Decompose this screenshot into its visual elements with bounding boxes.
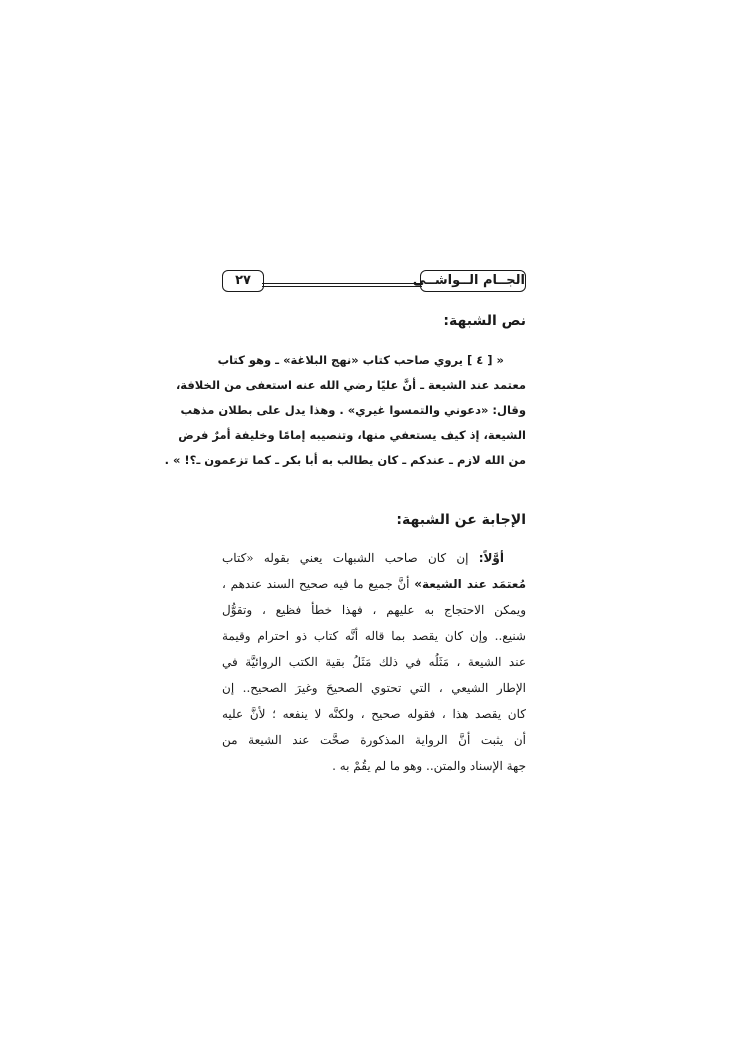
answer-line-1 <box>222 550 526 566</box>
answer-line-8: أن يثبت أنَّ الرواية المذكورة صحَّت عند الشيعة من <box>222 733 526 747</box>
answer-line-6: الإطار الشيعي ، التي تحتوي الصحيحَ وغيرَ الصحيح.. إن <box>222 681 526 695</box>
section-heading-doubt: نص الشبهة: <box>443 313 526 329</box>
answer-line-9: جهة الإسناد والمتن.. وهو ما لم يقُمْ به . <box>332 759 526 773</box>
answer-line-3: ويمكن الاحتجاج به عليهم ، فهذا خطأ فظيع ، وتقوُّل <box>222 603 526 617</box>
answer-line-2 <box>222 576 526 592</box>
section-heading-answer: الإجابة عن الشبهة: <box>396 512 526 528</box>
answer-firstly-label: أوَّلاً: <box>478 551 504 565</box>
doubt-line-5: من الله لازم ـ عندكم ـ كان يطالب به أبا بكر ـ كما تزعمون ـ؟! » . <box>164 453 526 467</box>
answer-line-5: عند الشيعة ، مَثَلُه في ذلك مَثَلُ بقية الكتب الروائيَّة في <box>222 655 526 669</box>
running-header <box>222 270 526 292</box>
header-rule <box>262 283 422 287</box>
answer-line-2-text: أنَّ جميع ما فيه صحيح السند عندهم ، <box>222 577 415 591</box>
answer-line-7: كان يقصد هذا ، فقوله صحيح ، ولكنَّه لا ينفعه ؛ لأنَّ عليه <box>222 707 526 721</box>
running-header-title: الجــام الــواشــي <box>420 270 526 292</box>
answer-line-4: شنيع.. وإن كان يقصد بما قاله أنَّه كتاب ذو احترام وقيمة <box>222 629 526 643</box>
answer-quoted-phrase: مُعتمَد عند الشيعة» <box>414 577 526 591</box>
doubt-line-1: « [ ٤ ] يروي صاحب كتاب «نهج البلاغة» ـ وهو كتاب <box>217 353 504 367</box>
doubt-line-3: وقال: «دعوني والتمسوا غيري» . وهذا يدل على بطلان مذهب <box>180 403 526 417</box>
answer-line-1-text: إن كان صاحب الشبهات يعني بقوله «كتاب <box>222 551 479 565</box>
doubt-line-2: معتمد عند الشيعة ـ أنَّ عليًا رضي الله عنه استعفى من الخلافة، <box>175 378 526 392</box>
doubt-line-4: الشيعة، إذ كيف يستعفي منها، وتنصيبه إمامًا وخليفة أمرٌ فرض <box>178 428 526 442</box>
page-number: ٢٧ <box>222 270 264 292</box>
